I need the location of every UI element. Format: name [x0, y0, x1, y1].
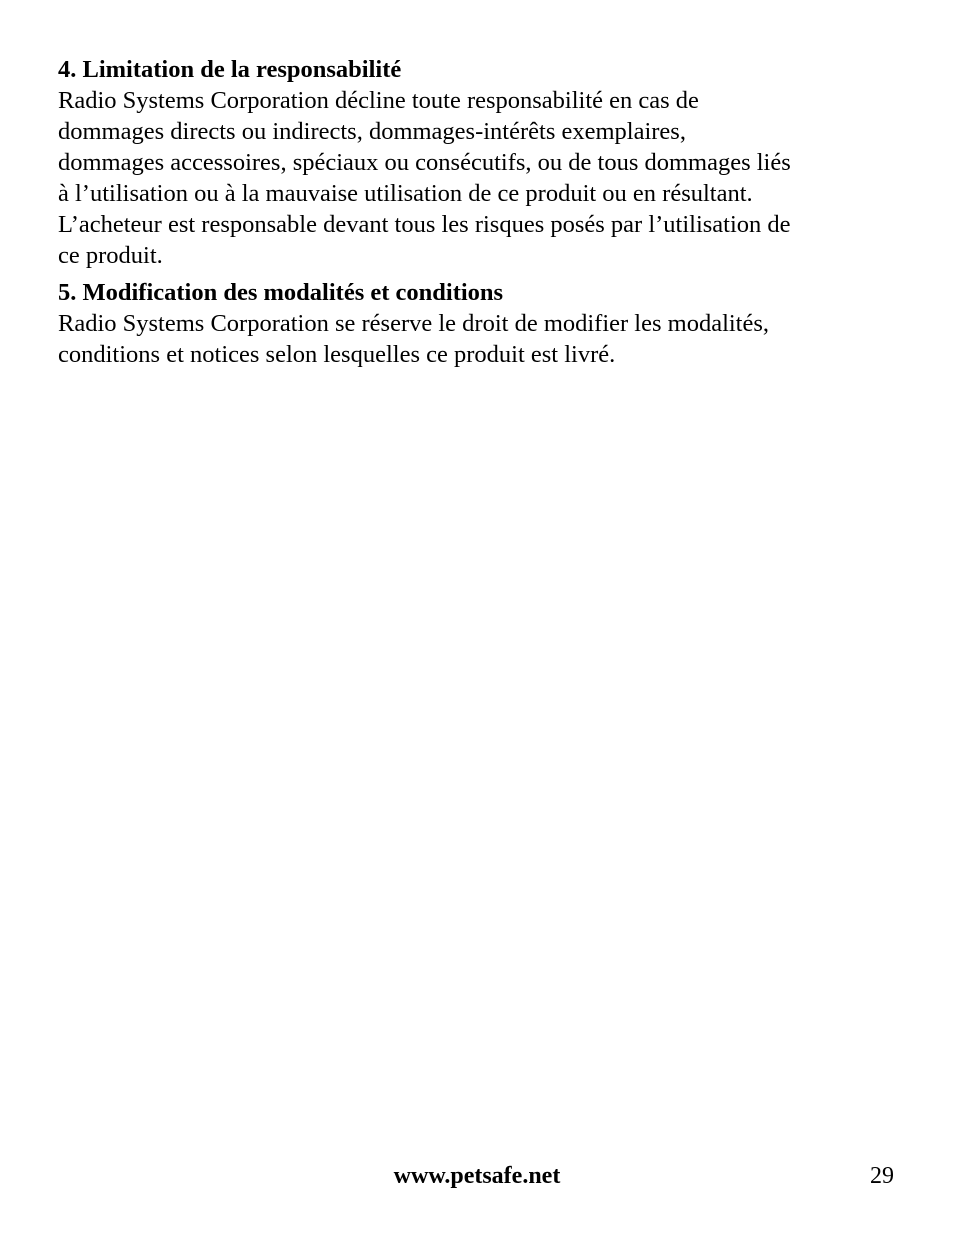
page-number: 29 — [870, 1163, 894, 1189]
section-liability — [58, 54, 908, 271]
section-heading: 4. Limitation de la responsabilité — [58, 56, 402, 83]
section-body — [58, 308, 908, 370]
body-line: dommages accessoires, spéciaux ou consécutifs, ou de tous dommages liés — [58, 149, 791, 176]
footer-website-link[interactable]: www.petsafe.net — [393, 1163, 561, 1189]
body-line: Radio Systems Corporation se réserve le droit de modifier les modalités, — [58, 310, 770, 337]
section-body — [58, 85, 908, 271]
body-line: conditions et notices selon lesquelles ce produit est livré. — [58, 341, 616, 368]
section-heading: 5. Modification des modalités et conditions — [58, 279, 504, 306]
body-line: à l’utilisation ou à la mauvaise utilisation de ce produit ou en résultant. — [58, 180, 753, 207]
document-content — [58, 54, 908, 376]
body-line: Radio Systems Corporation décline toute responsabilité en cas de — [58, 87, 699, 114]
body-line: ce produit. — [58, 242, 163, 269]
body-line: dommages directs ou indirects, dommages-intérêts exemplaires, — [58, 118, 686, 145]
section-terms-modification — [58, 277, 908, 370]
body-line: L’acheteur est responsable devant tous les risques posés par l’utilisation de — [58, 211, 791, 238]
